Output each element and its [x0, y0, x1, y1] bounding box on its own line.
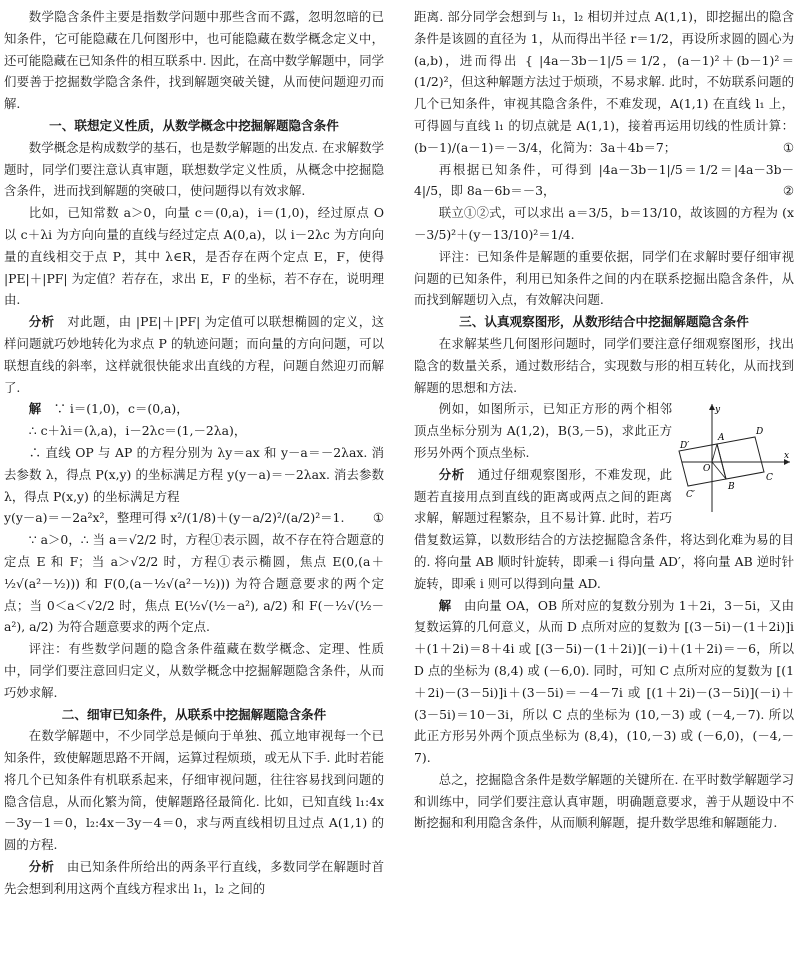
example-3-problem: 例如，如图所示，已知正方形的两个相邻顶点坐标分别为 A(1,2)，B(3,－5)，求此正方形另外两个顶点坐标.	[414, 401, 672, 460]
analysis-label: 分析	[438, 466, 465, 482]
solution-line-2: ∴ c＋λi＝(λ,a)，i－2λc＝(1,－2λa)，	[28, 423, 247, 439]
right-column	[414, 6, 794, 834]
section-1-heading: 一、联想定义性质，从数学概念中挖掘解题隐含条件	[49, 117, 339, 133]
equation-tag-2: ②	[782, 183, 794, 199]
analysis-label: 分析	[28, 859, 55, 875]
square-figure	[678, 400, 794, 516]
label-y: y	[715, 405, 721, 416]
circle-equation: 联立①②式，可以求出 a＝3/5，b＝13/10，故该圆的方程为 (x－3/5)²＋(y－13/10)²＝1/4.	[414, 205, 794, 242]
solution-label: 解	[438, 597, 452, 613]
section-1-paragraph: 数学概念是构成数学的基石，也是数学解题的出发点. 在求解数学题时，同学们要注意认真审题，联想数学定义性质，从概念中挖掘隐含条件，进而找到解题的突破口，使问题得以有效求解.	[4, 139, 384, 199]
continued-analysis	[414, 6, 794, 159]
label-a: A	[718, 433, 725, 444]
label-b: B	[728, 482, 735, 493]
section-3-paragraph: 在求解某些几何图形问题时，同学们要注意仔细观察图形，找出隐含的数量关系，通过数形结合，实现数与形的相互转化，从而找到解题的思想和方法.	[414, 335, 794, 395]
equation-1	[4, 507, 384, 529]
solution-line-1	[4, 398, 384, 420]
equation-tag-1: ①	[782, 139, 794, 155]
comment-2: 评注：已知条件是解题的重要依据，同学们在求解时要仔细审视问题的已知条件，利用已知条件之间的内在联系挖掘出隐含条件，从而找到解题切入点，有效解决问题.	[414, 248, 794, 308]
solution-text: 由向量 OA，OB 所对应的复数分别为 1＋2i，3－5i，又由复数运算的几何意义，从而 D 点所对应的复数为 [(3－5i)－(1＋2i)]i＋(1＋2i)＝8＋4i 或 [(3－5i)－(1＋2i)](－i)＋(1＋2i)＝－6，所以 D 点的坐标为 (8,4) 或 (－6,0). 同时，可知 C 点所对应的复数为 [(1＋2i)－(3－5i)]i＋(3－5i)＝－4－7i 或 [(1＋2i)－(3－5i)](－i)＋(3－5i)＝10－3i，所以 C 点的坐标为 (10,－3) 或 (－4,－7). 所以此正方形另外两个顶点坐标为 (8,4)，(10,－3) 或 (－6,0)，(－4,－7).	[414, 597, 795, 766]
label-x: x	[784, 451, 790, 462]
equation-1-tag: ①	[372, 510, 384, 526]
left-column	[4, 6, 384, 900]
label-c: C	[766, 473, 773, 484]
conclusion-paragraph: 总之，挖掘隐含条件是数学解题的关键所在. 在平时数学解题学习和训练中，同学们要注意认真审题，明确题意要求，善于从题设中不断挖掘和利用隐含条件，从而顺利解题，提升数学思维和解题能力.	[414, 771, 794, 831]
analysis-text: 通过仔细观察图形，不难发现，此题若直接用点到直线的距离或两点之间的距离求解，解题过程繁杂，且不易计算. 此时，若巧借复数运算，以数形结合的方法挖掘隐含条件，将达到化难为易的目的. 将向量 AB 顺时针旋转，即乘－i 得向量 AD′，将向量 AB 逆时针旋转，即乘 i 则可以得到向量 AD.	[414, 466, 794, 591]
section-3-heading: 三、认真观察图形，从数形结合中挖掘解题隐含条件	[459, 314, 749, 330]
label-o: O	[703, 464, 711, 475]
label-d: D	[756, 427, 764, 438]
solution-label: 解	[28, 401, 42, 417]
label-d-prime: D′	[680, 441, 690, 452]
analysis-text: 由已知条件所给出的两条平行直线，多数同学在解题时首先会想到利用这两个直线方程求出 l₁，l₂ 之间的	[4, 859, 385, 896]
section-2-heading: 二、细审已知条件，从联系中挖掘解题隐含条件	[61, 706, 327, 722]
second-condition	[414, 159, 794, 203]
example-2-analysis	[4, 856, 384, 900]
solution-step: ∵ i＝(1,0)，c＝(0,a)，	[53, 401, 189, 417]
example-1-problem: 比如，已知常数 a＞0，向量 c＝(0,a)，i＝(1,0)，经过原点 O 以 c＋λi 为方向向量的直线与经过定点 A(0,a)，以 i－2λc 为方向向量的直线相交于点 P，其中 λ∈R，是否存在两个定点 E，F，使得 |PE|＋|PF| 为定值？若存在，求出 E，F 的坐标，若不存在，说明理由.	[4, 205, 384, 308]
example-1-analysis	[4, 311, 384, 398]
equation-1-text: y(y－a)＝－2a²x²，整理可得 x²/(1/8)＋(y－a/2)²/(a/2)²＝1.	[4, 510, 345, 526]
intro-paragraph: 数学隐含条件主要是指数学问题中那些含而不露，忽明忽暗的已知条件，它可能隐藏在几何图形中，也可能隐藏在数学概念定义中，还可能隐藏在已知条件的相互联系中. 因此，在高中数学解题中，同学们要善于挖掘数学隐含条件，找到解题突破关键，从而使问题迎刃而解.	[4, 9, 384, 112]
case-analysis: ∵ a＞0，∴ 当 a＝√2/2 时，方程①表示圆，故不存在符合题意的定点 E 和 F；当 a＞√2/2 时，方程①表示椭圆，焦点 E(0,(a＋½√(a²－½))) 和 F(0,(a－½√(a²－½))) 为符合题意要求的两个定点；当 0＜a＜√2/2 时，焦点 E(½√(½－a²), a/2) 和 F(－½√(½－a²), a/2) 为符合题意要求的两个定点.	[4, 532, 384, 635]
comment-1: 评注：有些数学问题的隐含条件蕴藏在数学概念、定理、性质中，同学们要注意回归定义，从数学概念中挖掘解题隐含条件，从而巧妙求解.	[4, 641, 384, 700]
vector-oa	[712, 444, 717, 462]
label-c-prime: C′	[686, 490, 695, 501]
analysis-label: 分析	[28, 314, 55, 330]
example-3-solution	[414, 595, 794, 769]
continued-text: 距离. 部分同学会想到与 l₁，l₂ 相切并过点 A(1,1)，即挖掘出的隐含条件是该圆的直径为 1，从而得出半径 r＝1/2，再设所求圆的圆心为 (a,b)，进而得出 { |4a－3b－1|/5＝1/2，(a－1)²＋(b－1)²＝(1/2)²，但这种解题方法过于烦琐，不易求解. 此时，不妨联系问题的几个已知条件，审视其隐含条件，不难发现，A(1,1) 在直线 l₁ 上，可得圆与直线 l₁ 的切点就是 A(1,1)，接着再运用切线的性质计算：(b－1)/(a－1)＝－3/4，化简为：3a＋4b＝7；	[414, 9, 794, 155]
solution-line-3: ∴ 直线 OP 与 AP 的方程分别为 λy＝ax 和 y－a＝－2λax. 消去参数 λ，得点 P(x,y) 的坐标满足方程 y(y－a)＝－2λax. 消去参数 λ，得点 P(x,y) 的坐标满足方程	[4, 444, 384, 504]
second-condition-text: 再根据已知条件，可得到 |4a－3b－1|/5＝1/2＝|4a－3b－4|/5，即 8a－6b＝－3，	[414, 161, 794, 199]
analysis-text: 对此题，由 |PE|＋|PF| 为定值可以联想椭圆的定义，这样问题就巧妙地转化为求点 P 的轨迹问题；而向量的方向问题，可以联想直线的斜率，这样就很快能求出直线的方程，问题自然迎刃而解了.	[4, 314, 384, 395]
square-figure-svg	[678, 400, 794, 516]
section-2-paragraph: 在数学解题中，不少同学总是倾向于单独、孤立地审视每一个已知条件，致使解题思路不开阔，运算过程烦琐，或无从下手. 此时若能将几个已知条件有机联系起来，仔细审视问题，往往容易找到问题的隐含信息，从而化繁为简，使解题路径最简化. 比如，已知直线 l₁:4x－3y－1＝0，l₂:4x－3y－4＝0，求与两直线相切且过点 A(1,1) 的圆的方程.	[4, 728, 384, 853]
